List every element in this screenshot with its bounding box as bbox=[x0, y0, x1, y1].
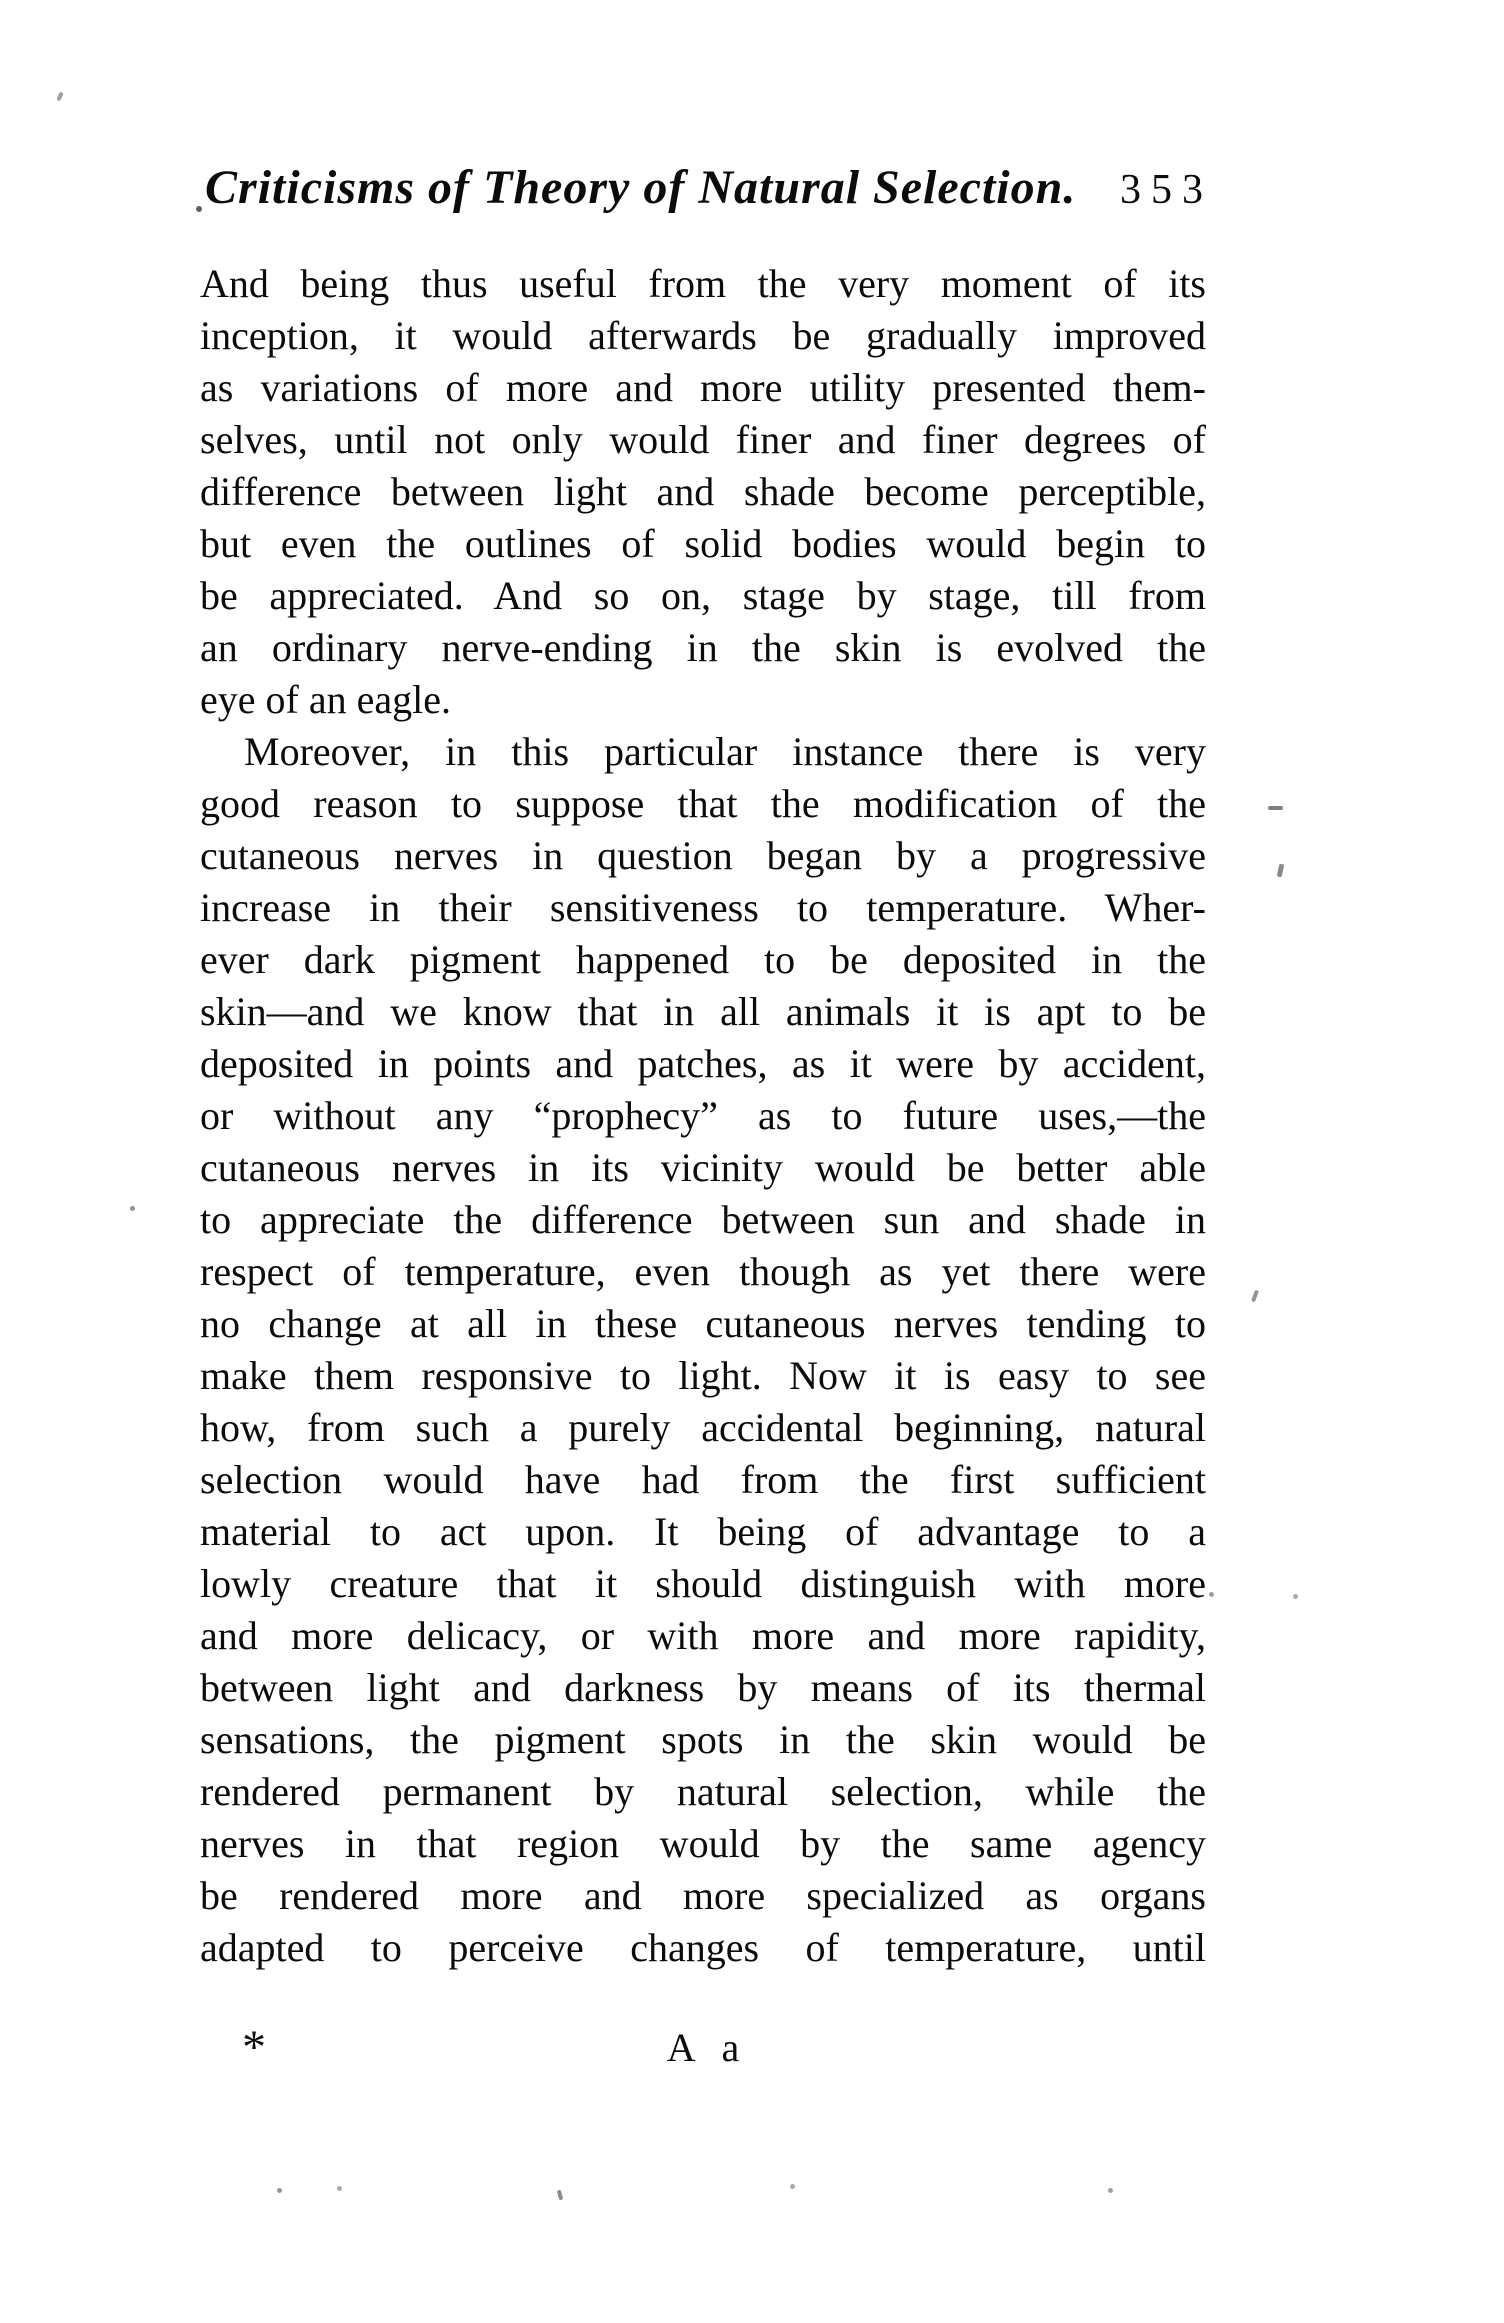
page-number: 353 bbox=[1120, 167, 1213, 213]
paragraph bbox=[200, 258, 1206, 726]
text-line: selves, until not only would finer and finer degrees of bbox=[200, 417, 1206, 462]
text-line: how, from such a purely accidental beginning, natural bbox=[200, 1405, 1206, 1450]
text-line: eye of an eagle. bbox=[200, 677, 451, 722]
text-line: be rendered more and more specialized as organs bbox=[200, 1873, 1206, 1918]
ink-speck bbox=[1108, 2188, 1113, 2193]
text-line: cutaneous nerves in question began by a progressive bbox=[200, 833, 1206, 878]
text-line: Moreover, in this particular instance there is very bbox=[244, 729, 1206, 774]
text-line: make them responsive to light. Now it is easy to see bbox=[200, 1353, 1206, 1398]
ink-speck bbox=[337, 2186, 342, 2191]
text-line: nerves in that region would by the same agency bbox=[200, 1821, 1206, 1866]
paragraph bbox=[200, 726, 1206, 1974]
ink-speck bbox=[790, 2184, 795, 2189]
text-line: selection would have had from the first sufficient bbox=[200, 1457, 1206, 1502]
ink-speck bbox=[1277, 864, 1285, 878]
ink-speck bbox=[1209, 1592, 1214, 1597]
ink-speck bbox=[196, 206, 202, 212]
text-line: difference between light and shade become perceptible, bbox=[200, 469, 1206, 514]
text-line: increase in their sensitiveness to temperature. Wher- bbox=[200, 885, 1206, 930]
ink-speck bbox=[1251, 1290, 1259, 1303]
text-line: as variations of more and more utility presented them- bbox=[200, 365, 1206, 410]
text-line: or without any “prophecy” as to future uses,—the bbox=[200, 1093, 1206, 1138]
text-line: cutaneous nerves in its vicinity would be better able bbox=[200, 1145, 1206, 1190]
text-line: but even the outlines of solid bodies would begin to bbox=[200, 521, 1206, 566]
text-line: rendered permanent by natural selection, while the bbox=[200, 1769, 1206, 1814]
printer-signature: A a bbox=[666, 2025, 740, 2070]
text-line: And being thus useful from the very moment of its bbox=[200, 261, 1206, 306]
ink-speck bbox=[130, 1206, 135, 1211]
text-line: between light and darkness by means of its thermal bbox=[200, 1665, 1206, 1710]
text-line: be appreciated. And so on, stage by stage, till from bbox=[200, 573, 1206, 618]
text-line: to appreciate the difference between sun and shade in bbox=[200, 1197, 1206, 1242]
text-line: material to act upon. It being of advantage to a bbox=[200, 1509, 1206, 1554]
page-footer bbox=[200, 2022, 1206, 2092]
ink-speck bbox=[277, 2188, 282, 2193]
text-line: sensations, the pigment spots in the skin would be bbox=[200, 1717, 1206, 1762]
body-text bbox=[200, 258, 1206, 1974]
text-line: adapted to perceive changes of temperature, until bbox=[200, 1925, 1206, 1970]
ink-speck bbox=[557, 2190, 563, 2201]
footnote-asterisk: * bbox=[242, 2021, 266, 2074]
text-line: deposited in points and patches, as it were by accident, bbox=[200, 1041, 1206, 1086]
text-line: respect of temperature, even though as yet there were bbox=[200, 1249, 1206, 1294]
text-line: inception, it would afterwards be gradually improved bbox=[200, 313, 1206, 358]
ink-speck bbox=[1268, 806, 1283, 810]
text-line: good reason to suppose that the modification of the bbox=[200, 781, 1206, 826]
ink-speck bbox=[1293, 1594, 1298, 1599]
running-header bbox=[205, 160, 1213, 215]
text-line: no change at all in these cutaneous nerves tending to bbox=[200, 1301, 1206, 1346]
text-line: and more delicacy, or with more and more rapidity, bbox=[200, 1613, 1206, 1658]
text-line: an ordinary nerve-ending in the skin is evolved the bbox=[200, 625, 1206, 670]
text-line: ever dark pigment happened to be deposited in the bbox=[200, 937, 1206, 982]
header-title: Criticisms of Theory of Natural Selection. bbox=[205, 161, 1077, 214]
text-line: skin—and we know that in all animals it is apt to be bbox=[200, 989, 1206, 1034]
ink-speck bbox=[56, 92, 63, 102]
text-line: lowly creature that it should distinguish with more bbox=[200, 1561, 1206, 1606]
